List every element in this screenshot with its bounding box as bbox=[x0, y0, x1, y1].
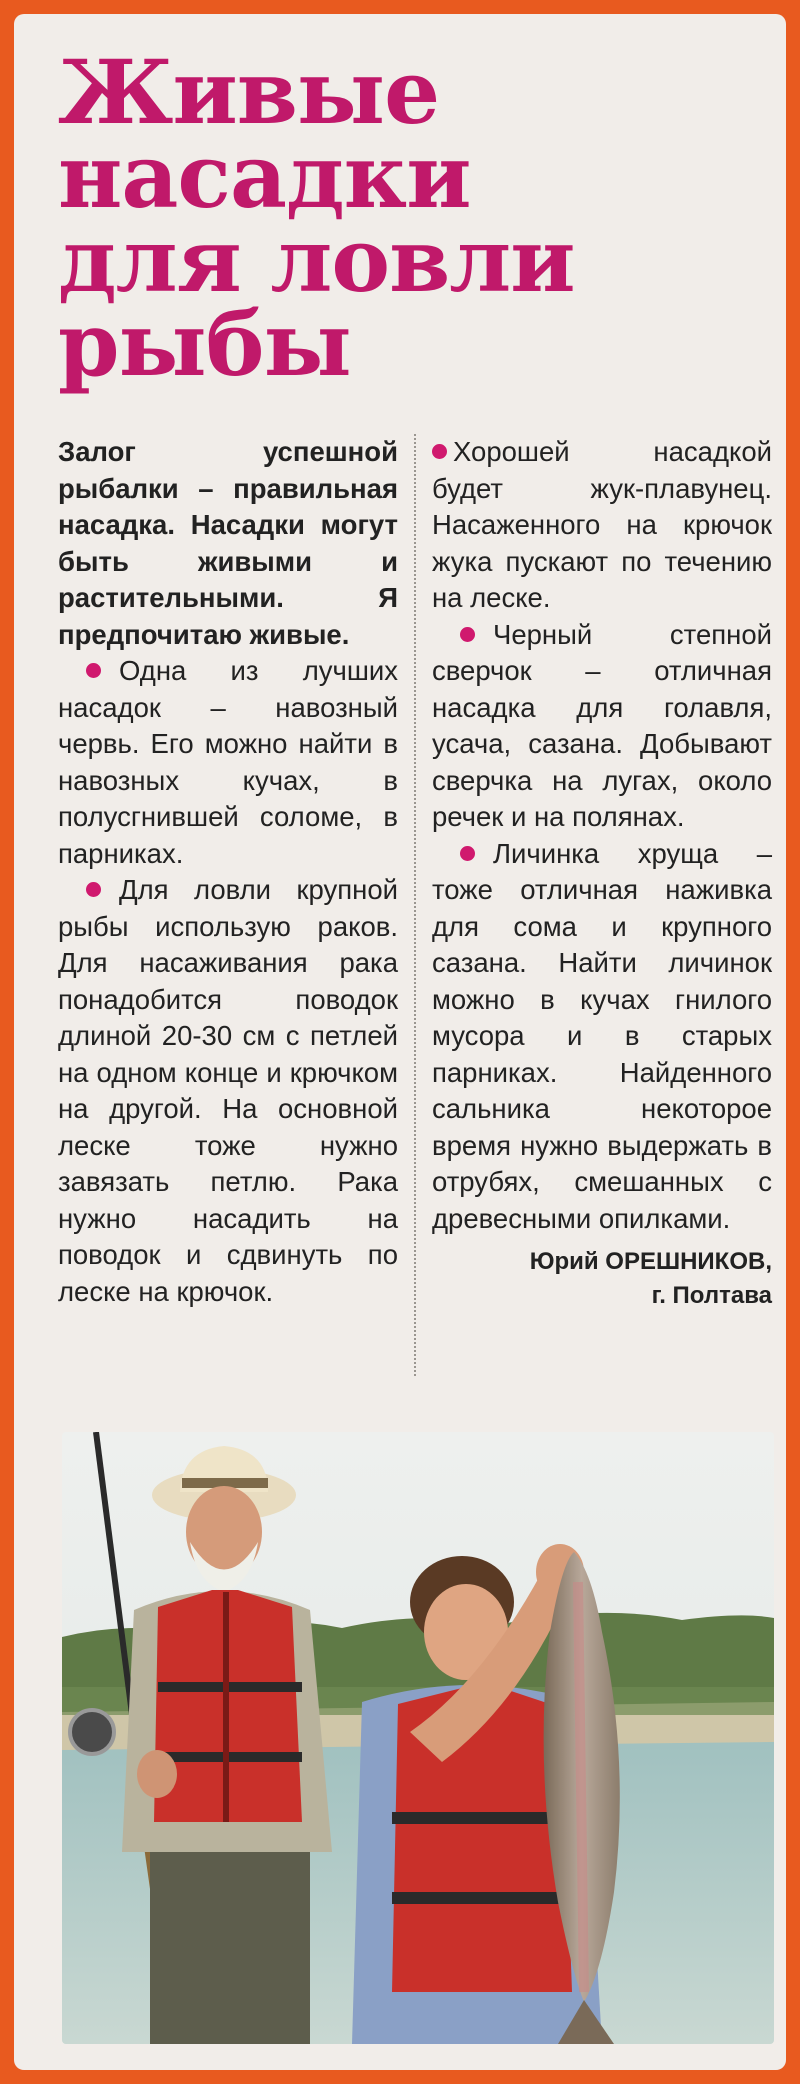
trout-stripe bbox=[578, 1582, 584, 1992]
paragraph bbox=[432, 434, 772, 617]
bullet-icon bbox=[86, 663, 101, 678]
vest-strap bbox=[392, 1812, 572, 1824]
vest-strap bbox=[392, 1892, 572, 1904]
bullet-icon bbox=[460, 627, 475, 642]
author-city: г. Полтава bbox=[651, 1282, 772, 1309]
title-line: рыбы bbox=[58, 292, 351, 396]
paragraph-text: Черный степной сверчок – отличная насадка для голавля, усача, сазана. Добывают сверчка на лугах, около речек и на полянах. bbox=[432, 618, 772, 832]
lead-paragraph: Залог успешной рыбалки – правильная насадка. Насадки могут быть живыми и растительными. Я предпочитаю живые. bbox=[58, 436, 398, 650]
fishing-photo-illustration bbox=[62, 1432, 774, 2044]
article-title bbox=[58, 40, 575, 396]
article-card bbox=[14, 14, 786, 2070]
title-line: насадки bbox=[58, 124, 471, 228]
trousers-man bbox=[150, 1852, 310, 2044]
bullet-icon bbox=[432, 444, 447, 459]
paragraph-text: Личинка хруща – тоже отличная наживка для сома и крупного сазана. Найти личинок можно в кучах гнилого мусора и в старых парниках. Найденного сальника некоторое время нужно выдержать в отрубях, смешанных с древесными опилками. bbox=[432, 837, 772, 1234]
paragraph bbox=[432, 836, 772, 1238]
article-photo bbox=[62, 1432, 774, 2044]
text-column-right bbox=[432, 434, 772, 1313]
title-line: для ловли bbox=[58, 208, 575, 312]
hand-man bbox=[137, 1750, 177, 1798]
bullet-icon bbox=[460, 846, 475, 861]
bullet-icon bbox=[86, 882, 101, 897]
author-signature bbox=[432, 1245, 772, 1313]
vest-strap bbox=[158, 1682, 302, 1692]
paragraph-text: Хорошей насадкой будет жук-плавунец. Насаженного на крючок жука пускают по течению на леске. bbox=[432, 436, 772, 613]
paragraph-text: Для ловли крупной рыбы использую раков. Для насаживания рака понадобится поводок длиной 20-30 см с петлей на одном конце и крючком на другой. На основной леске тоже нужно завязать петлю. Рака нужно насадить на поводок и сдвинуть по леске на крючок. bbox=[58, 874, 398, 1307]
paragraph bbox=[58, 653, 398, 872]
text-column-left bbox=[58, 434, 398, 1310]
author-name: Юрий ОРЕШНИКОВ, bbox=[529, 1248, 772, 1275]
paragraph bbox=[432, 617, 772, 836]
column-divider bbox=[414, 434, 416, 1376]
title-line: Живые bbox=[58, 40, 440, 144]
reel bbox=[70, 1710, 114, 1754]
paragraph-text: Одна из лучших насадок – навозный червь. Его можно найти в навозных кучах, в полусгнившей соломе, в парниках. bbox=[58, 655, 398, 869]
vest-strap bbox=[158, 1752, 302, 1762]
paragraph bbox=[58, 872, 398, 1310]
